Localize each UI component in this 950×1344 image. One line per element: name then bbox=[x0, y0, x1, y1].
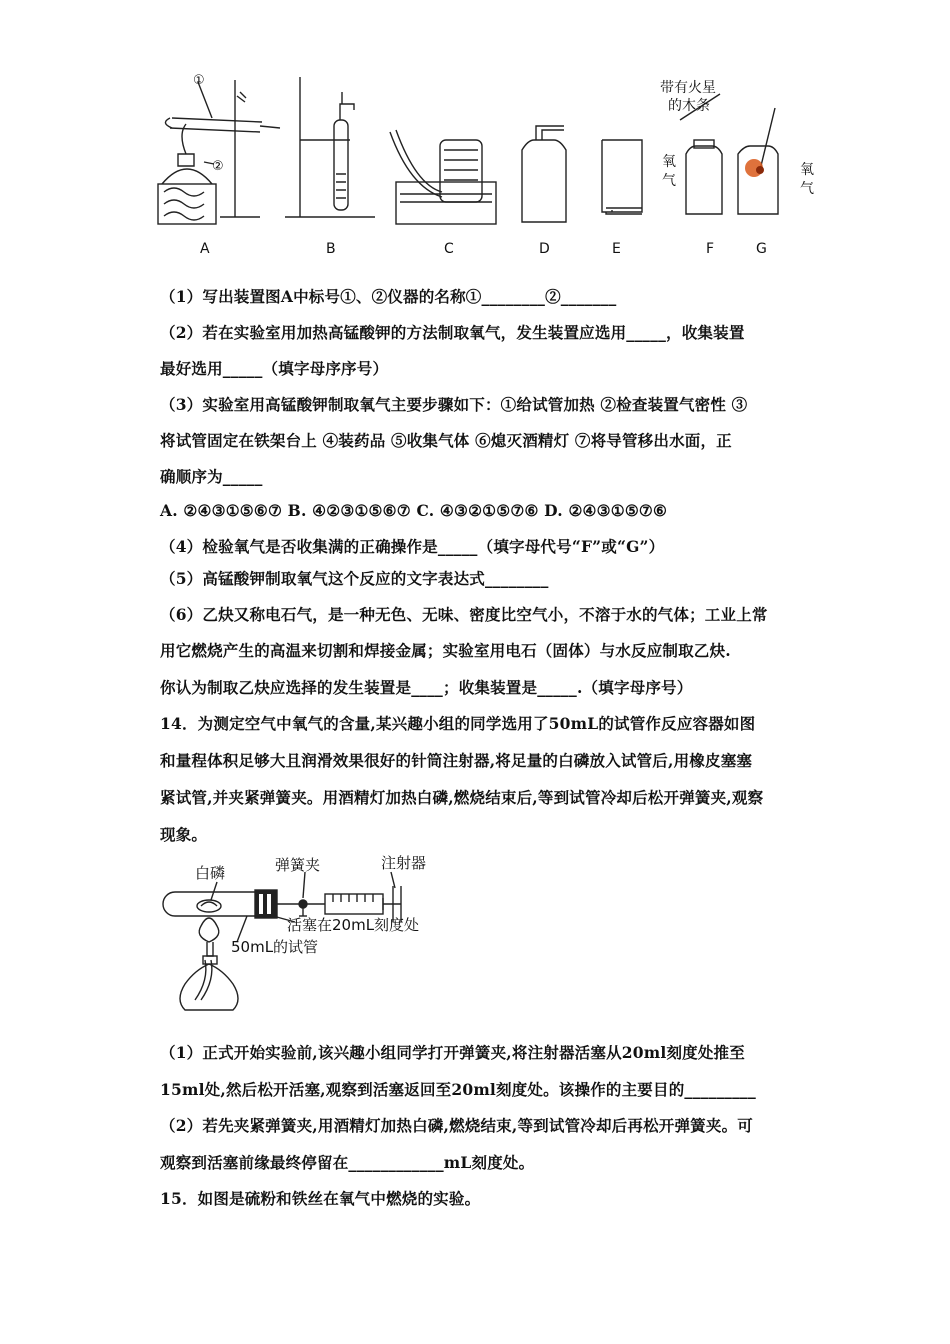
apparatus-label-f: F bbox=[706, 241, 715, 257]
q13-part6-line3: 你认为制取乙炔应选择的发生装置是____；收集装置是_____.（填字母序号） bbox=[160, 678, 693, 697]
q14-stem-line4: 现象。 bbox=[160, 825, 208, 844]
label-syringe: 注射器 bbox=[381, 854, 427, 872]
label-plunger-position: 活塞在20mL刻度处 bbox=[287, 916, 420, 934]
splint-label-line2: 的木条 bbox=[668, 98, 710, 114]
marker-2: ② bbox=[212, 159, 224, 174]
q13-part3-line2: 将试管固定在铁架台上 ④装药品 ⑤收集气体 ⑥熄灭酒精灯 ⑦将导管移出水面，正 bbox=[160, 431, 732, 450]
q14-stem-line2: 和量程体积足够大且润滑效果很好的针筒注射器,将足量的白磷放入试管后,用橡皮塞塞 bbox=[160, 751, 753, 770]
apparatus-label-e: E bbox=[612, 241, 621, 257]
oxygen-measurement-figure bbox=[155, 850, 455, 1015]
apparatus-label-d: D bbox=[539, 241, 550, 257]
q14-stem-line3: 紧试管,并夹紧弹簧夹。用酒精灯加热白磷,燃烧结束后,等到试管冷却后松开弹簧夹,观察 bbox=[160, 788, 764, 807]
apparatus-label-g: G bbox=[756, 241, 767, 257]
q13-part4: （4）检验氧气是否收集满的正确操作是_____（填字母代号“F”或“G”） bbox=[160, 537, 665, 556]
apparatus-figure bbox=[150, 72, 830, 264]
gas-label-g-1: 氧 bbox=[800, 162, 814, 178]
q14-stem-line1: 14．为测定空气中氧气的含量,某兴趣小组的同学选用了50mL的试管作反应容器如图 bbox=[160, 714, 756, 733]
gas-label-g-2: 气 bbox=[800, 181, 814, 197]
q13-part2-line2: 最好选用_____（填字母序序号） bbox=[160, 359, 389, 378]
apparatus-label-c: C bbox=[444, 241, 454, 257]
q13-part5: （5）高锰酸钾制取氧气这个反应的文字表达式________ bbox=[160, 569, 549, 588]
gas-label-f-2: 气 bbox=[662, 173, 676, 189]
q13-part1: （1）写出装置图A中标号①、②仪器的名称①________②_______ bbox=[160, 287, 617, 306]
label-test-tube: 50mL的试管 bbox=[231, 938, 319, 956]
gas-label-f-1: 氧 bbox=[662, 154, 676, 170]
q13-part6-line2: 用它燃烧产生的高温来切割和焊接金属；实验室用电石（固体）与水反应制取乙炔. bbox=[160, 641, 731, 660]
q13-part3-line1: （3）实验室用高锰酸钾制取氧气主要步骤如下：①给试管加热 ②检查装置气密性 ③ bbox=[160, 395, 748, 414]
label-spring-clamp: 弹簧夹 bbox=[275, 856, 321, 874]
apparatus-label-b: B bbox=[326, 241, 336, 257]
apparatus-label-a: A bbox=[200, 241, 210, 257]
q13-part3-line3: 确顺序为_____ bbox=[160, 467, 263, 486]
q13-part3-options: A. ②④③①⑤⑥⑦ B. ④②③①⑤⑥⑦ C. ④③②①⑤⑦⑥ D. ②④③①⑤⑦⑥ bbox=[160, 501, 668, 520]
q14-sub1-line1: （1）正式开始实验前,该兴趣小组同学打开弹簧夹,将注射器活塞从20ml刻度处推至 bbox=[160, 1043, 745, 1062]
label-white-phosphorus: 白磷 bbox=[195, 864, 226, 882]
marker-1: ① bbox=[193, 73, 205, 88]
q14-sub2-line2: 观察到活塞前缘最终停留在____________mL刻度处。 bbox=[160, 1153, 535, 1172]
q15-stem: 15．如图是硫粉和铁丝在氧气中燃烧的实验。 bbox=[160, 1189, 481, 1208]
q14-sub2-line1: （2）若先夹紧弹簧夹,用酒精灯加热白磷,燃烧结束,等到试管冷却后再松开弹簧夹。可 bbox=[160, 1116, 753, 1135]
q13-part2-line1: （2）若在实验室用加热高锰酸钾的方法制取氧气，发生装置应选用_____，收集装置 bbox=[160, 323, 745, 342]
q14-sub1-line2: 15ml处,然后松开活塞,观察到活塞返回至20ml刻度处。该操作的主要目的_________ bbox=[160, 1080, 756, 1099]
splint-label-line1: 带有火星 bbox=[660, 80, 716, 96]
q13-part6-line1: （6）乙炔又称电石气，是一种无色、无味、密度比空气小，不溶于水的气体；工业上常 bbox=[160, 605, 768, 624]
